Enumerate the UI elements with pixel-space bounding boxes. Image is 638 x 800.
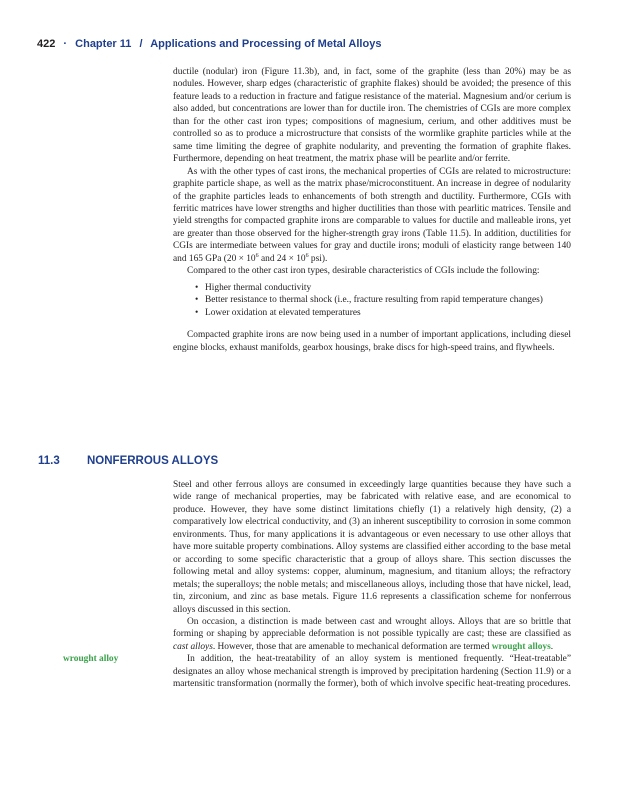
paragraph-cgi-composition: ductile (nodular) iron (Figure 11.3b), and, in fact, some of the graphite (less than 20%) may be as nodules. However, sharp edges (characteristic of graphite flakes) should be avoided; the presence of this feature leads to a reduction in fracture and fatigue resistance of the material. Magnesium and/or cerium is also added, but concentrations are lower than for ductile iron. The chemistries of CGIs are more complex than for the other cast iron types; compositions of magnesium, cerium, and other additives must be controlled so as to produce a microstructure that consists of the wormlike graphite particles while at the same time limiting the degree of graphite nodularity, and preventing the formation of graphite flakes. Furthermore, depending on heat treatment, the matrix phase will be pearlite and/or ferrite. (173, 67, 571, 165)
list-item: • Lower oxidation at elevated temperatures (195, 307, 361, 318)
section-title: NONFERROUS ALLOYS (87, 455, 219, 467)
paragraph-cgi-characteristics: Compared to the other cast iron types, desirable characteristics of CGIs include the following: (187, 266, 540, 277)
chapter-label: Chapter 11 (75, 38, 132, 50)
paragraph-nonferrous-intro: Steel and other ferrous alloys are consumed in exceedingly large quantities because they have such a wide range of mechanical properties, may be fabricated with relative ease, and are economical to produce. However, they have some distinct limitations chiefly (1) a relatively high density, (2) a comparatively low electrical conductivity, and (3) an inherent susceptibility to corrosion in some common environments. Thus, for many applications it is advantageous or even necessary to use other alloys that have more suitable property combinations. Alloy systems are classified either according to the base metal or according to some specific characteristic that a group of alloys share. This section discusses the following metal and alloy systems: copper, aluminum, magnesium, and titanium alloys; the refractory metals; the superalloys; the noble metals; and miscellaneous alloys, including those that have nickel, lead, tin, zirconium, and zinc as base metals. Figure 11.6 represents a classification scheme for nonferrous alloys discussed in this section. (173, 480, 571, 615)
list-item: • Higher thermal conductivity (195, 282, 312, 293)
characteristics-list (173, 282, 571, 319)
section-number: 11.3 (38, 455, 60, 467)
paragraph-heat-treatability: In addition, the heat-treatability of an alloy system is mentioned frequently. “Heat-treatable” designates an alloy whose mechanical strength is improved by precipitation hardening (Section 11.9) or a martensitic transformation (normally the former), both of which involve specific heat-treating procedures. (173, 654, 571, 690)
running-header (37, 38, 597, 50)
wrought-alloys-term: wrought alloys (491, 641, 551, 652)
margin-glossary-term: wrought alloy (63, 654, 119, 664)
bullet-glyph: • (195, 295, 199, 306)
bullet-glyph: • (195, 282, 199, 293)
body-text-top (173, 66, 571, 354)
chapter-title: Applications and Processing of Metal Alloys (150, 38, 382, 50)
paragraph-cgi-properties: As with the other types of cast irons, the mechanical properties of CGIs are related to microstructure: graphite particle shape, as well as the matrix phase/microconstituent. An increase in degree of nodularity of the graphite particles leads to enhancements of both strength and ductility. Furthermore, CGIs with ferritic matrices have lower strengths and higher ductilities than those with pearlitic matrices. Tensile and yield strengths for compacted graphite irons are comparable to values for ductile and malleable irons, yet are greater than those observed for the higher-strength gray irons (Table 11.5). In addition, ductilities for CGIs are intermediate between values for gray and ductile irons; moduli of elasticity range between 140 and 165 GPa ($20 \times 10^6$ and $24 \times 10^6$ psi). (173, 166, 571, 264)
body-text-bottom (173, 479, 571, 691)
list-item: • Better resistance to thermal shock (i.e., fracture resulting from rapid temperature changes) (195, 295, 543, 306)
page-number: 422 (37, 38, 56, 50)
header-bullet: · (63, 38, 68, 50)
header-divider: / (139, 38, 143, 50)
paragraph-cast-wrought: On occasion, a distinction is made between cast and wrought alloys. Alloys that are so brittle that forming or shaping by appreciable deformation is not possible typically are cast; these are classified as cast alloys. However, those that are amenable to mechanical deformation are termed wrought alloys. (173, 616, 571, 652)
paragraph-cgi-applications: Compacted graphite irons are now being used in a number of important applications, including diesel engine blocks, exhaust manifolds, gearbox housings, brake discs for high-speed trains, and flywheels. (173, 330, 571, 353)
bullet-glyph: • (195, 307, 199, 318)
